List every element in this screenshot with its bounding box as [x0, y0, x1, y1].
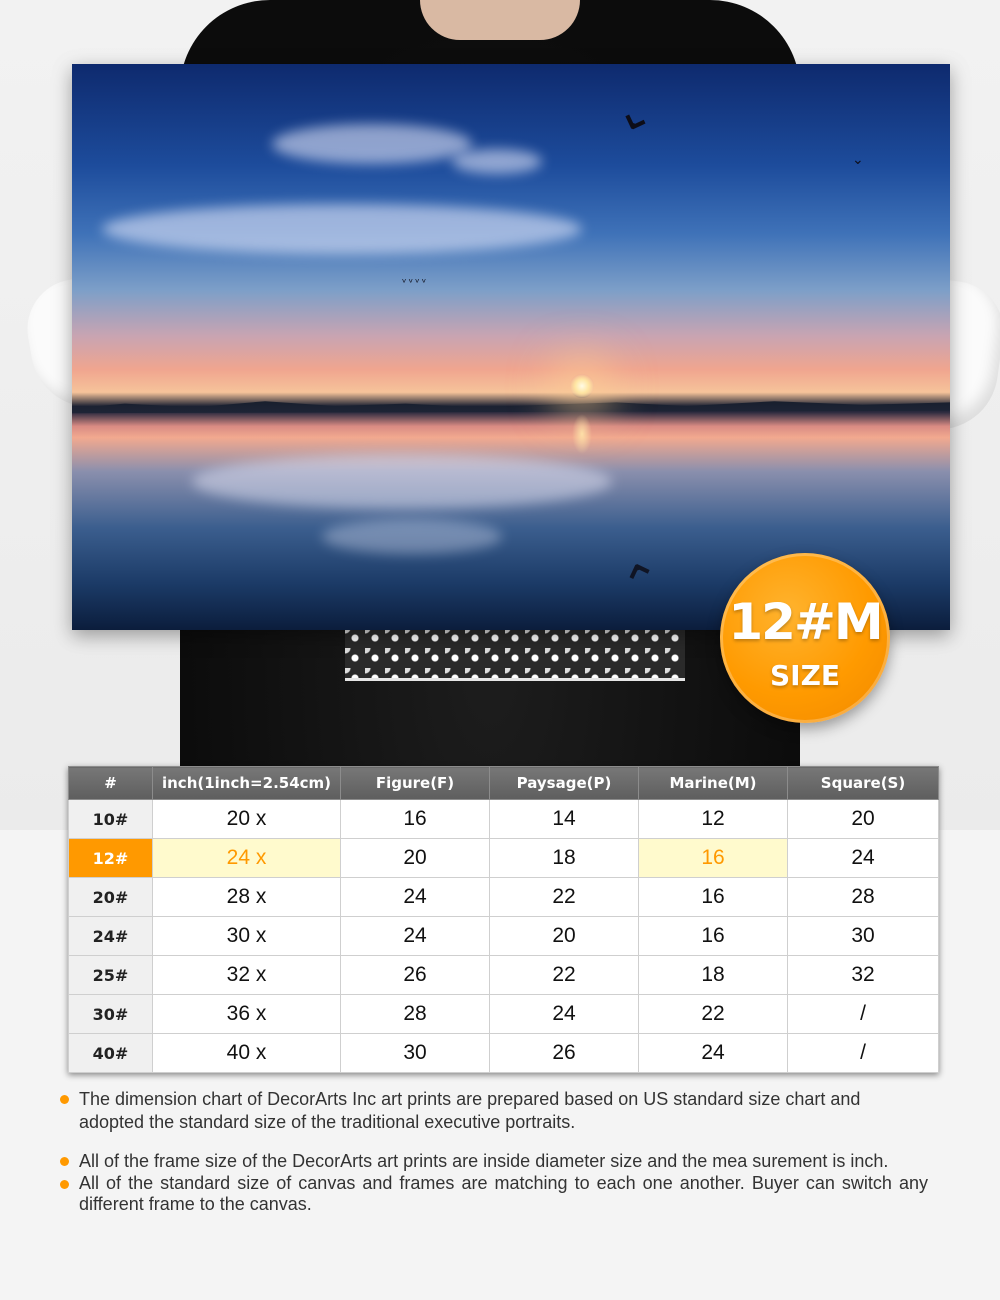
paysage-cell: 22	[490, 956, 639, 995]
square-cell: 24	[788, 839, 939, 878]
table-row	[69, 878, 939, 917]
marine-cell: 12	[639, 800, 788, 839]
marine-cell: 16	[639, 878, 788, 917]
orange-bullet-icon	[60, 1095, 69, 1104]
seagull-reflection-icon: ⌃	[613, 548, 673, 618]
table-row	[69, 917, 939, 956]
note-text: All of the standard size of canvas and frames are matching to each one another. Buyer can switch any different frame to the canvas.	[79, 1173, 928, 1214]
square-cell: 32	[788, 956, 939, 995]
bird-flock-icon: ᵛᵛᵛᵛ	[402, 276, 429, 289]
table-row	[69, 800, 939, 839]
inch-cell: 20 x	[153, 800, 341, 839]
figure-cell: 30	[341, 1034, 490, 1073]
bird-icon: ⌄	[852, 152, 864, 168]
square-cell: 30	[788, 917, 939, 956]
inch-cell: 32 x	[153, 956, 341, 995]
inch-cell: 40 x	[153, 1034, 341, 1073]
art-print-sunset	[72, 64, 950, 630]
note-item	[60, 1150, 928, 1173]
note-text: All of the frame size of the DecorArts art prints are inside diameter size and the mea surement is inch.	[79, 1151, 889, 1171]
size-chart-table	[68, 766, 939, 1073]
figure-cell: 20	[341, 839, 490, 878]
marine-cell: 16	[639, 917, 788, 956]
figure-cell: 24	[341, 878, 490, 917]
paysage-cell: 20	[490, 917, 639, 956]
table-row	[69, 995, 939, 1034]
marine-cell: 16	[639, 839, 788, 878]
size-badge	[720, 553, 890, 723]
seagull-icon: ⌄	[608, 78, 668, 148]
inch-cell: 36 x	[153, 995, 341, 1034]
lace-trim	[345, 628, 685, 681]
sun-reflection	[572, 414, 592, 454]
figure-cell: 24	[341, 917, 490, 956]
marine-cell: 24	[639, 1034, 788, 1073]
note-item	[60, 1173, 928, 1215]
marine-cell: 22	[639, 995, 788, 1034]
horizon-shore	[72, 394, 950, 418]
paysage-cell: 14	[490, 800, 639, 839]
square-cell: /	[788, 1034, 939, 1073]
square-cell: 20	[788, 800, 939, 839]
figure-cell: 28	[341, 995, 490, 1034]
column-header: Figure(F)	[341, 767, 490, 800]
size-notes-list	[60, 1088, 928, 1215]
table-header-row	[69, 767, 939, 800]
table-row-highlighted	[69, 839, 939, 878]
paysage-cell: 24	[490, 995, 639, 1034]
size-code-cell: 30#	[69, 995, 153, 1034]
size-code-cell: 12#	[69, 839, 153, 878]
paysage-cell: 22	[490, 878, 639, 917]
size-code-cell: 25#	[69, 956, 153, 995]
column-header: Marine(M)	[639, 767, 788, 800]
orange-bullet-icon	[60, 1180, 69, 1189]
cloud	[452, 149, 542, 174]
size-label: SIZE	[769, 659, 840, 692]
size-code-cell: 24#	[69, 917, 153, 956]
cloud	[192, 454, 612, 509]
paysage-cell: 18	[490, 839, 639, 878]
marine-cell: 18	[639, 956, 788, 995]
table-row	[69, 956, 939, 995]
size-code-cell: 20#	[69, 878, 153, 917]
cloud	[272, 124, 472, 164]
figure-cell: 16	[341, 800, 490, 839]
square-cell: 28	[788, 878, 939, 917]
cloud	[322, 519, 502, 554]
column-header: Square(S)	[788, 767, 939, 800]
size-code-cell: 10#	[69, 800, 153, 839]
figure-cell: 26	[341, 956, 490, 995]
sun	[570, 374, 594, 398]
square-cell: /	[788, 995, 939, 1034]
note-text: The dimension chart of DecorArts Inc art prints are prepared based on US standard size chart and adopted the standard size of the traditional executive portraits.	[79, 1089, 861, 1132]
note-item	[60, 1088, 928, 1134]
size-code-cell: 40#	[69, 1034, 153, 1073]
orange-bullet-icon	[60, 1157, 69, 1166]
table-row	[69, 1034, 939, 1073]
column-header: Paysage(P)	[490, 767, 639, 800]
column-header: inch(1inch=2.54cm)	[153, 767, 341, 800]
paysage-cell: 26	[490, 1034, 639, 1073]
column-header: #	[69, 767, 153, 800]
model-neck	[420, 0, 580, 40]
cloud	[102, 204, 582, 254]
size-code: 12#M	[728, 593, 882, 651]
inch-cell: 28 x	[153, 878, 341, 917]
inch-cell: 30 x	[153, 917, 341, 956]
inch-cell: 24 x	[153, 839, 341, 878]
